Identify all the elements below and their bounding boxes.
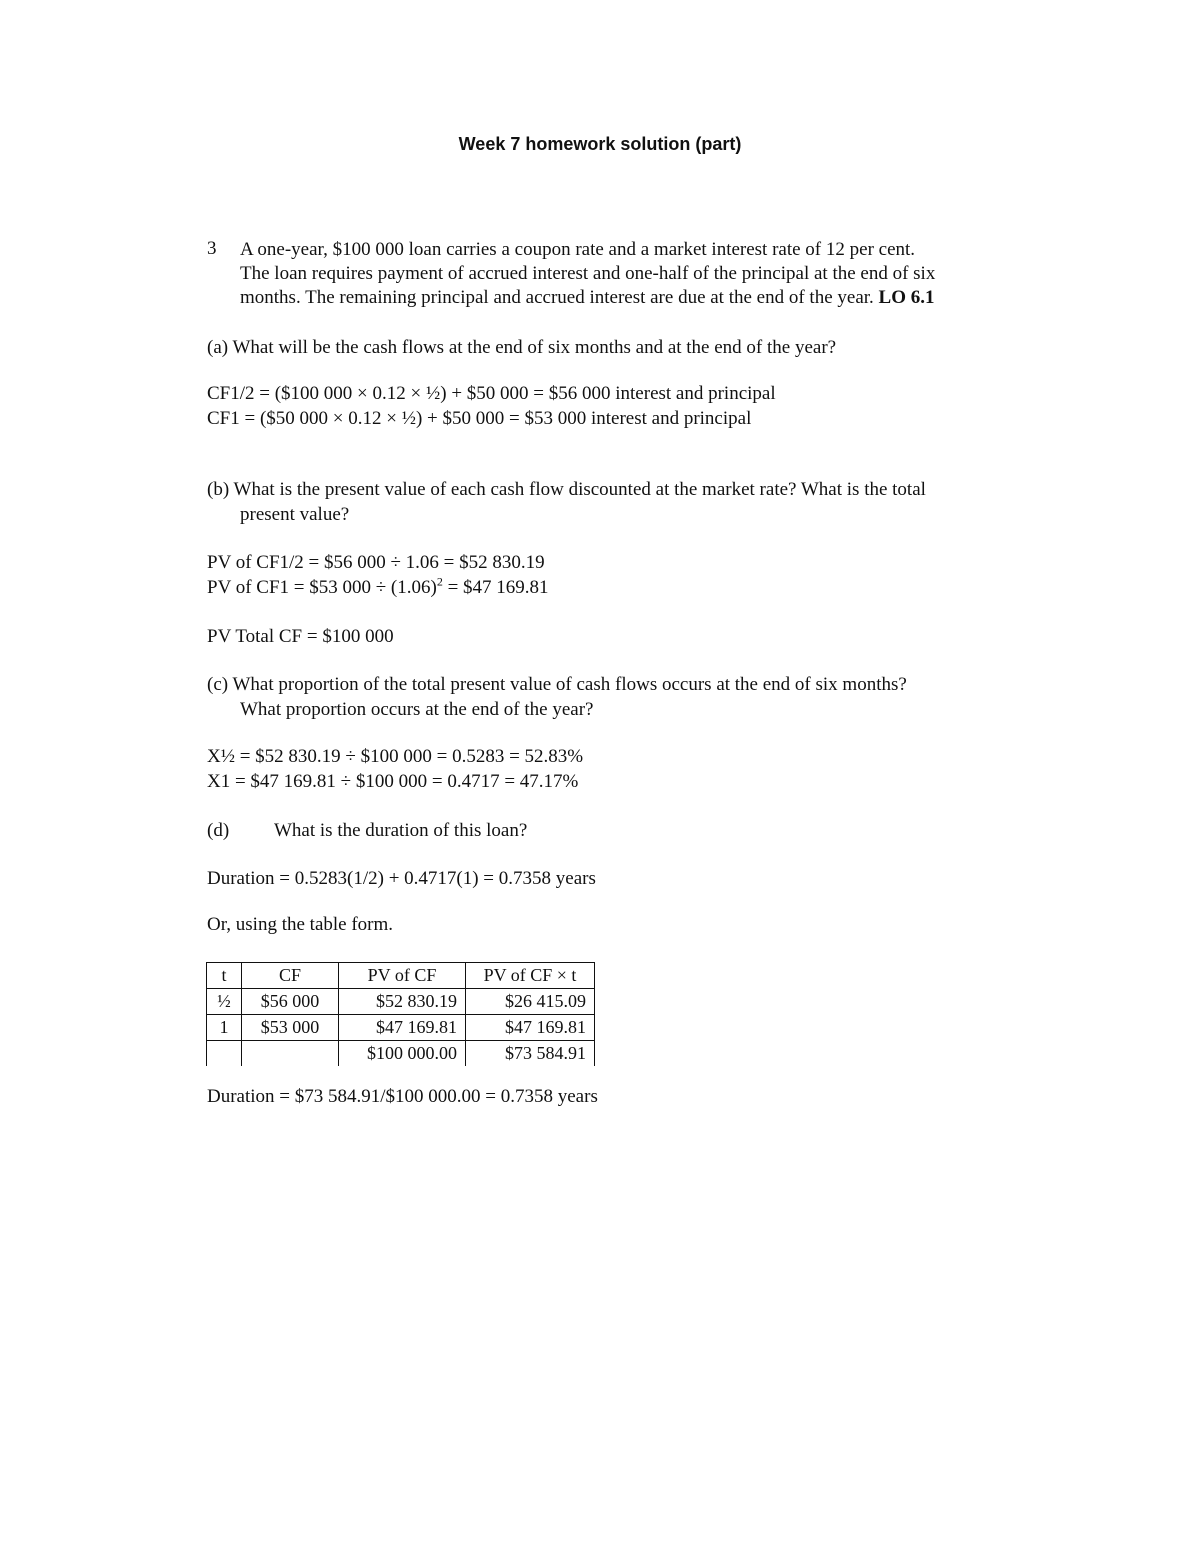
table-cell: $53 000 <box>242 1015 339 1041</box>
table-header-cell: t <box>207 963 242 989</box>
final-duration: Duration = $73 584.91/$100 000.00 = 0.7358 years <box>207 1086 598 1107</box>
part-c-question: (c) What proportion of the total present value of cash flows occurs at the end of six months? <box>207 674 907 695</box>
document-title: Week 7 homework solution (part) <box>458 134 742 154</box>
duration-table <box>206 962 595 1066</box>
part-b-answer-text: PV of CF1 = $53 000 ÷ (1.06) <box>207 577 437 598</box>
table-cell: $52 830.19 <box>339 989 466 1015</box>
table-cell: ½ <box>207 989 242 1015</box>
table-cell: $47 169.81 <box>339 1015 466 1041</box>
part-b-answer-text: = $47 169.81 <box>442 577 549 598</box>
question-line: The loan requires payment of accrued interest and one-half of the principal at the end of six <box>240 263 936 284</box>
table-header-row <box>207 963 595 989</box>
part-b-question: (b) What is the present value of each cash flow discounted at the market rate? What is the total <box>207 479 926 500</box>
table-header-cell: PV of CF × t <box>466 963 595 989</box>
exponent: 2 <box>436 574 443 589</box>
table-row <box>207 989 595 1015</box>
table-cell <box>242 1041 339 1067</box>
part-a-answer: CF1/2 = ($100 000 × 0.12 × ½) + $50 000 = $56 000 interest and principal <box>207 383 776 404</box>
table-cell: $26 415.09 <box>466 989 595 1015</box>
question-number: 3 <box>207 238 217 259</box>
table-row <box>207 1041 595 1067</box>
table-cell: 1 <box>207 1015 242 1041</box>
question-line: A one-year, $100 000 loan carries a coupon rate and a market interest rate of 12 per cent. <box>240 239 916 260</box>
part-c-answer: X1 = $47 169.81 ÷ $100 000 = 0.4717 = 47.17% <box>207 771 579 792</box>
part-b-answer <box>207 576 549 600</box>
part-b-total: PV Total CF = $100 000 <box>207 626 394 647</box>
table-header-cell: CF <box>242 963 339 989</box>
question-line-text: months. The remaining principal and accrued interest are due at the end of the year. <box>240 287 874 308</box>
table-intro: Or, using the table form. <box>207 914 394 935</box>
table-row <box>207 1015 595 1041</box>
learning-outcome: LO 6.1 <box>878 287 935 308</box>
part-d-label: (d) <box>207 820 230 841</box>
part-c-answer: X½ = $52 830.19 ÷ $100 000 = 0.5283 = 52.83% <box>207 746 584 767</box>
table-header-cell: PV of CF <box>339 963 466 989</box>
part-a-question: (a) What will be the cash flows at the end of six months and at the end of the year? <box>207 337 837 358</box>
table-cell: $47 169.81 <box>466 1015 595 1041</box>
part-c-question: What proportion occurs at the end of the year? <box>240 699 594 720</box>
part-b-question: present value? <box>240 504 350 525</box>
part-b-answer: PV of CF1/2 = $56 000 ÷ 1.06 = $52 830.19 <box>207 552 545 573</box>
question-line <box>240 286 935 310</box>
part-a-answer: CF1 = ($50 000 × 0.12 × ½) + $50 000 = $53 000 interest and principal <box>207 408 752 429</box>
table-cell: $73 584.91 <box>466 1041 595 1067</box>
part-d-answer: Duration = 0.5283(1/2) + 0.4717(1) = 0.7358 years <box>207 868 596 889</box>
table-cell: $100 000.00 <box>339 1041 466 1067</box>
part-d-question: What is the duration of this loan? <box>274 820 528 841</box>
table-cell <box>207 1041 242 1067</box>
table-cell: $56 000 <box>242 989 339 1015</box>
